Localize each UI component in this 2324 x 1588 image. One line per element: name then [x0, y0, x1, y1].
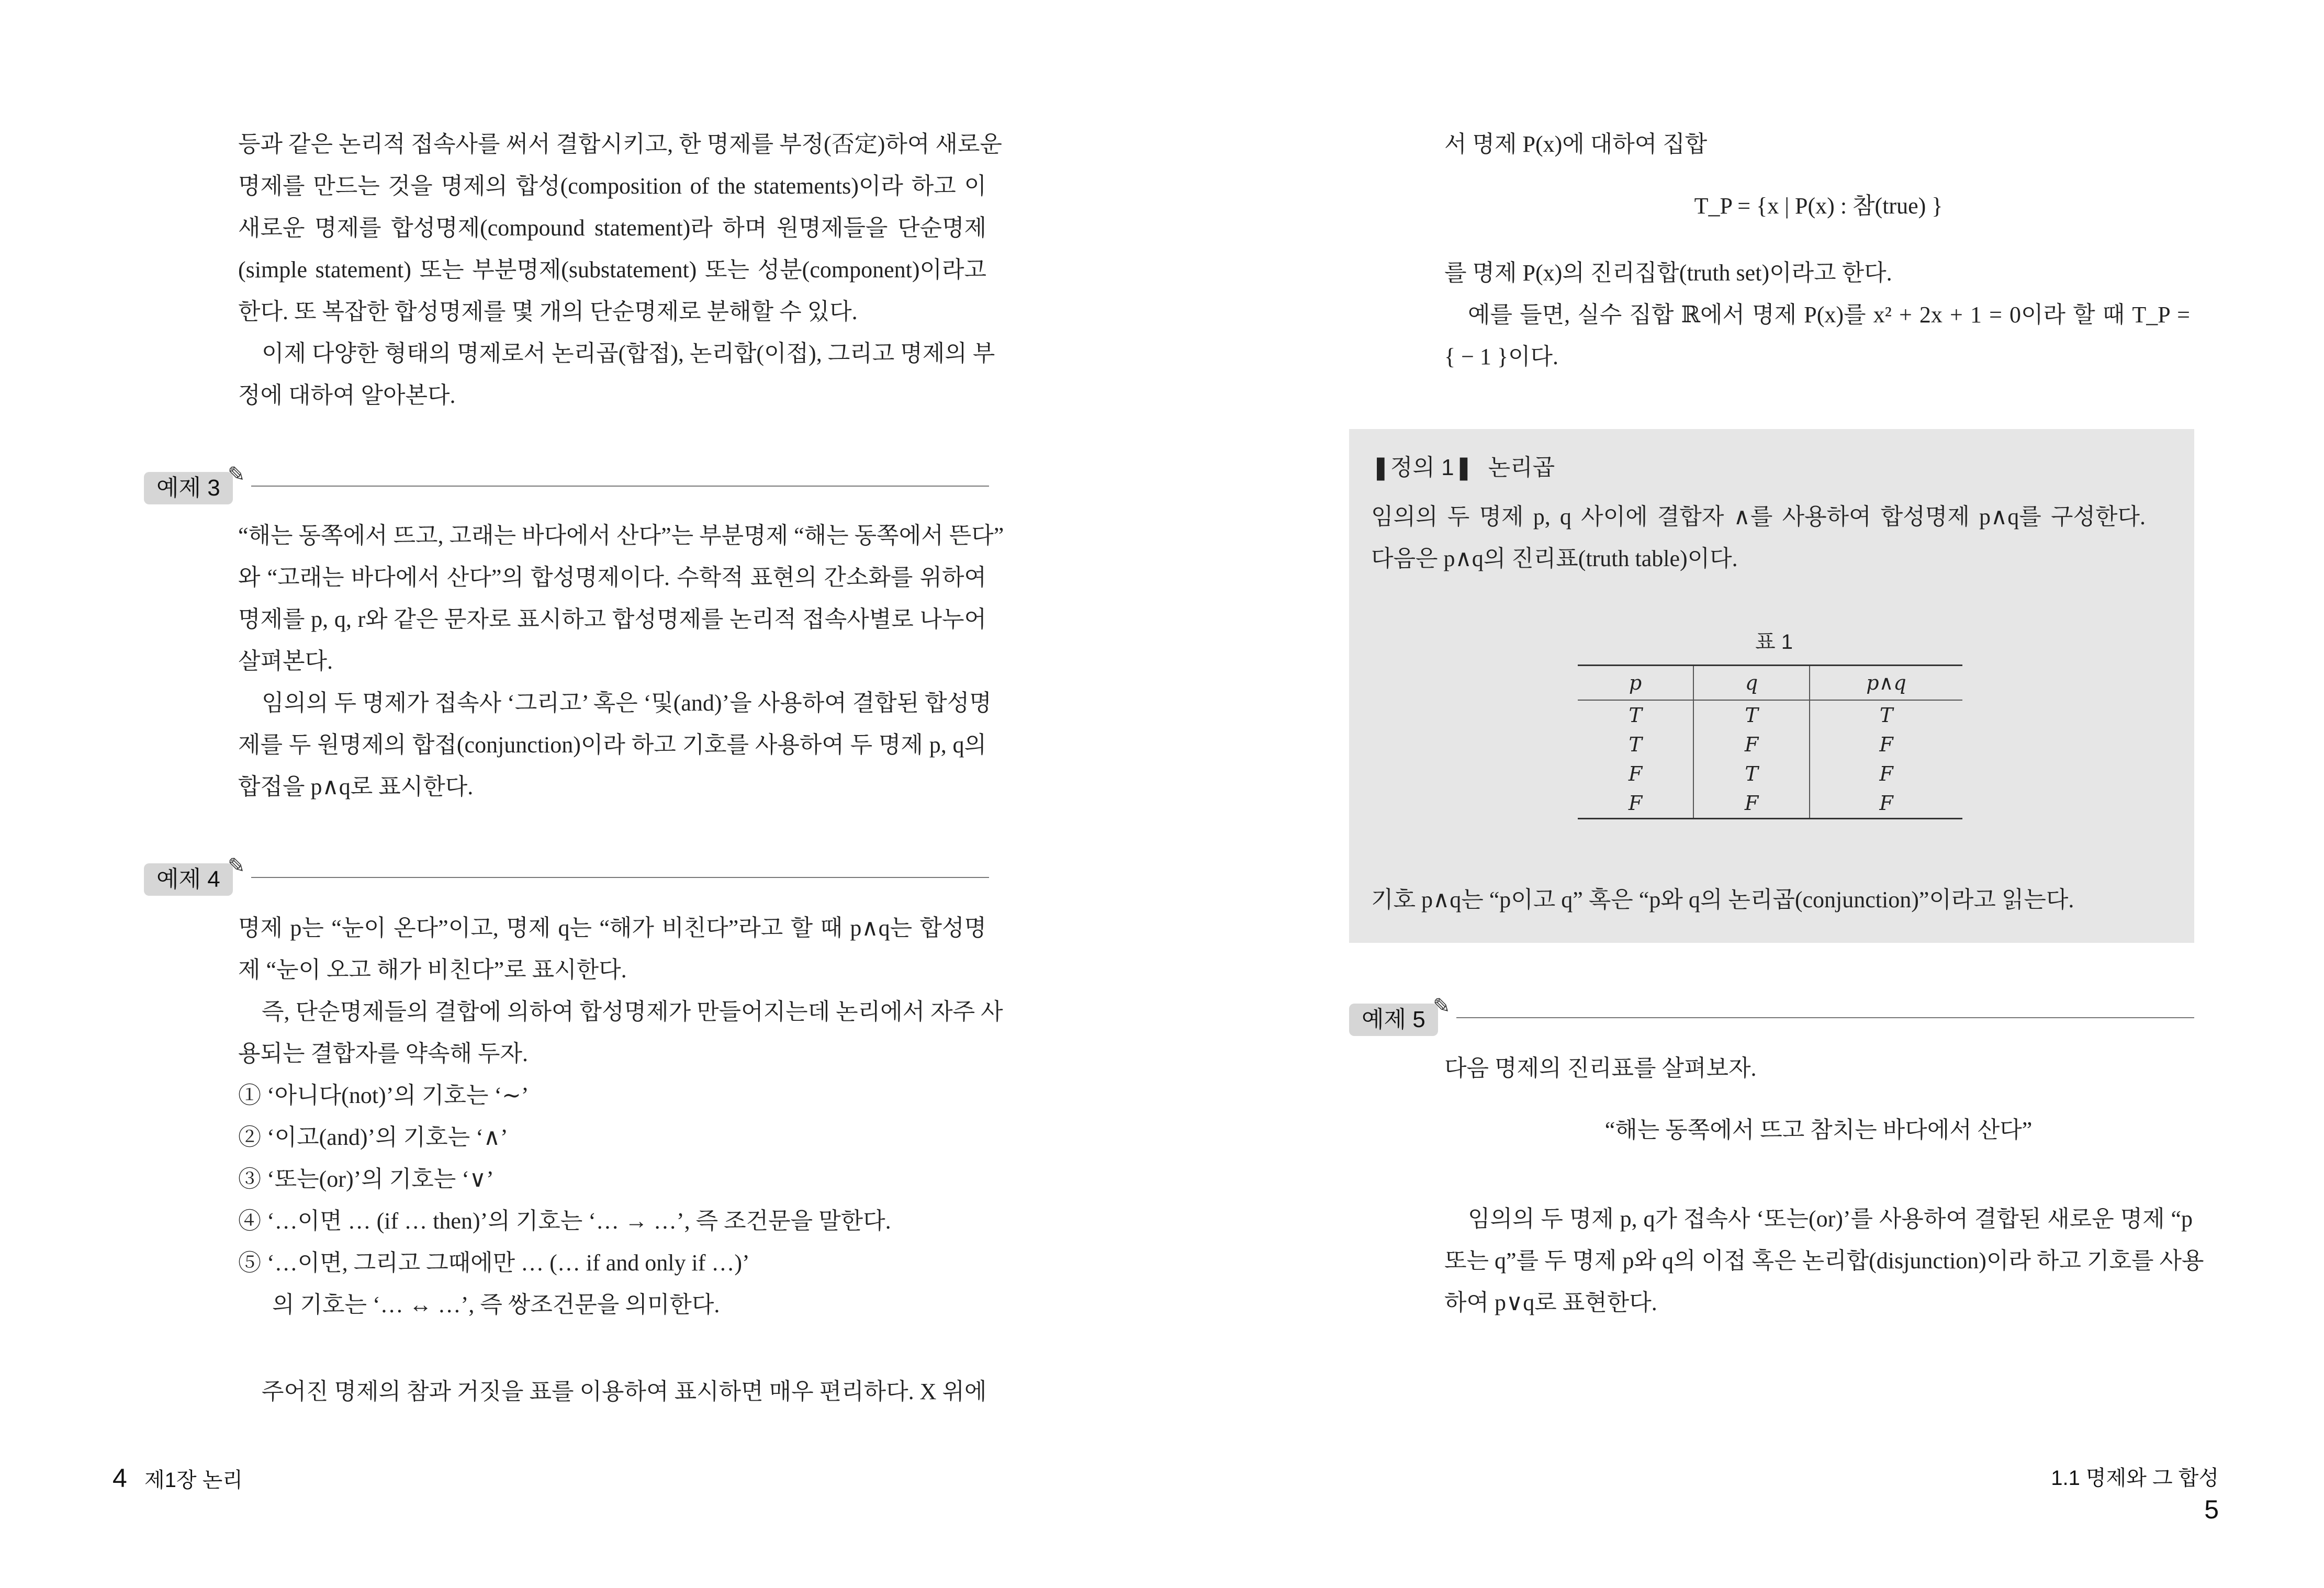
- table-cell: F: [1693, 730, 1810, 759]
- example-4-line: 명제 p는 “눈이 온다”이고, 명제 q는 “해가 비친다”라고 할 때 p∧q는 합성명: [238, 915, 986, 941]
- divider: [1456, 1017, 2194, 1018]
- example-4-line: 제 “눈이 오고 해가 비친다”로 표시한다.: [238, 957, 627, 983]
- example-3-line: 제를 두 원명제의 합접(conjunction)이라 하고 기호를 사용하여 두 명제 p, q의: [238, 732, 986, 758]
- intro-line: 정에 대하여 알아본다.: [238, 382, 456, 408]
- example-3-line: 살펴본다.: [238, 648, 333, 674]
- definition-name: 논리곱: [1488, 455, 1555, 480]
- header-cell: p: [1578, 666, 1693, 701]
- example-4-line: 용되는 결합자를 약속해 두자.: [238, 1041, 529, 1066]
- example-5-line: 하여 p∨q로 표현한다.: [1444, 1290, 1657, 1315]
- table-cell: T: [1693, 759, 1810, 789]
- table-cell: F: [1810, 789, 1962, 819]
- example-5-intro: 다음 명제의 진리표를 살펴보자.: [1444, 1055, 1757, 1081]
- header-cell: p∧q: [1810, 666, 1962, 701]
- body-line: 예를 들면, 실수 집합 ℝ에서 명제 P(x)를 x² + 2x + 1 = 0이라 할 때 T_P =: [1468, 302, 2190, 328]
- definition-reading: 기호 p∧q는 “p이고 q” 혹은 “p와 q의 논리곱(conjunction)”이라고 읽는다.: [1371, 887, 2074, 913]
- symbol-item: ④ ‘…이면 … (if … then)’의 기호는 ‘… → …’, 즉 조건문을 말한다.: [238, 1208, 891, 1234]
- definition-title: [1371, 447, 1790, 489]
- example-3-line: 명제를 p, q, r와 같은 문자로 표시하고 합성명제를 논리적 접속사별로 나누어: [238, 606, 987, 632]
- closing-line: 주어진 명제의 참과 거짓을 표를 이용하여 표시하면 매우 편리하다. X 위에: [262, 1379, 987, 1404]
- intro-line: 이제 다양한 형태의 명제로서 논리곱(합접), 논리합(이접), 그리고 명제의 부: [262, 341, 995, 366]
- pencil-icon: ✎: [1433, 994, 1451, 1018]
- example-3-line: “해는 동쪽에서 뜨고, 고래는 바다에서 산다”는 부분명제 “해는 동쪽에서 뜬다”: [238, 523, 1004, 548]
- table-row: [1578, 759, 1962, 789]
- right-footer: [2030, 1462, 2219, 1527]
- table-row: [1578, 700, 1962, 730]
- truth-table: [1578, 665, 1962, 819]
- pencil-icon: ✎: [228, 854, 245, 878]
- set-formula: T_P = {x | P(x) : 참(true) }: [1694, 193, 1943, 219]
- table-cell: F: [1879, 733, 1893, 756]
- table-row: [1578, 789, 1962, 819]
- pencil-icon: ✎: [228, 463, 245, 487]
- header-cell: q: [1693, 666, 1810, 701]
- example-5-line: 임의의 두 명제 p, q가 접속사 ‘또는(or)’를 사용하여 결합된 새로운 명제 “p: [1468, 1206, 2193, 1232]
- page-number: 4: [113, 1463, 127, 1493]
- intro-line: (simple statement) 또는 부분명제(substatement) 또는 성분(component)이라고: [238, 257, 986, 283]
- intro-line: 명제를 만드는 것을 명제의 합성(composition of the statements)이라 하고 이: [238, 173, 986, 199]
- example-5-heading: [1349, 994, 2194, 1040]
- table-cell: T: [1578, 730, 1693, 759]
- intro-line: 한다. 또 복잡한 합성명제를 몇 개의 단순명제로 분해할 수 있다.: [238, 299, 858, 324]
- symbol-item: ⑤ ‘…이면, 그리고 그때에만 … (… if and only if …)’: [238, 1250, 750, 1276]
- body-line: 서 명제 P(x)에 대하여 집합: [1444, 131, 1708, 157]
- body-line: { − 1 }이다.: [1444, 344, 1559, 369]
- page-number: 5: [2204, 1495, 2219, 1524]
- chapter-title: 제1장 논리: [144, 1469, 243, 1492]
- table-cell: T: [1578, 700, 1693, 730]
- divider: [251, 877, 989, 878]
- table-cell: F: [1879, 762, 1893, 785]
- definition-line: 임의의 두 명제 p, q 사이에 결합자 ∧를 사용하여 합성명제 p∧q를 구성한다.: [1371, 504, 2146, 530]
- example-3-line: 와 “고래는 바다에서 산다”의 합성명제이다. 수학적 표현의 간소화를 위하여: [238, 565, 986, 590]
- table-cell: T: [1879, 704, 1893, 727]
- left-footer: [113, 1462, 243, 1496]
- divider: [251, 486, 989, 487]
- example-3-heading: [144, 463, 989, 509]
- symbol-item-continuation: 의 기호는 ‘… ↔ …’, 즉 쌍조건문을 의미한다.: [272, 1292, 720, 1317]
- symbol-item: ① ‘아니다(not)’의 기호는 ‘∼’: [238, 1083, 529, 1108]
- example-label: 예제 3: [144, 472, 233, 504]
- symbol-item: ② ‘이고(and)’의 기호는 ‘∧’: [238, 1124, 508, 1150]
- body-line: 를 명제 P(x)의 진리집합(truth set)이라고 한다.: [1444, 260, 1892, 286]
- intro-line: 등과 같은 논리적 접속사를 써서 결합시키고, 한 명제를 부정(否定)하여 새로운: [238, 131, 1002, 157]
- symbol-item: ③ ‘또는(or)’의 기호는 ‘∨’: [238, 1166, 494, 1192]
- example-label: 예제 5: [1349, 1004, 1438, 1036]
- table-cell: F: [1578, 759, 1693, 789]
- definition-line: 다음은 p∧q의 진리표(truth table)이다.: [1371, 546, 1738, 571]
- example-5-line: 또는 q”를 두 명제 p와 q의 이접 혹은 논리합(disjunction)이라 하고 기호를 사용: [1444, 1248, 2204, 1274]
- example-4-heading: [144, 854, 989, 900]
- table-row: [1578, 730, 1962, 759]
- table-header-row: [1578, 666, 1962, 701]
- table-caption: 표 1: [1755, 630, 1793, 654]
- example-label: 예제 4: [144, 863, 233, 896]
- table-cell: F: [1693, 789, 1810, 819]
- example-3-line: 합접을 p∧q로 표시한다.: [238, 774, 474, 799]
- example-5-quote: “해는 동쪽에서 뜨고 참치는 바다에서 산다”: [1604, 1117, 2033, 1143]
- table-cell: T: [1693, 700, 1810, 730]
- intro-line: 새로운 명제를 합성명제(compound statement)라 하며 원명제들을 단순명제: [238, 215, 986, 241]
- example-4-line: 즉, 단순명제들의 결합에 의하여 합성명제가 만들어지는데 논리에서 자주 사: [262, 999, 1003, 1024]
- section-title: 1.1 명제와 그 합성: [2051, 1467, 2219, 1490]
- example-3-line: 임의의 두 명제가 접속사 ‘그리고’ 혹은 ‘및(and)’을 사용하여 결합된 합성명: [262, 690, 992, 716]
- definition-number: ❚정의 1❚: [1371, 455, 1474, 480]
- table-cell: F: [1578, 789, 1693, 819]
